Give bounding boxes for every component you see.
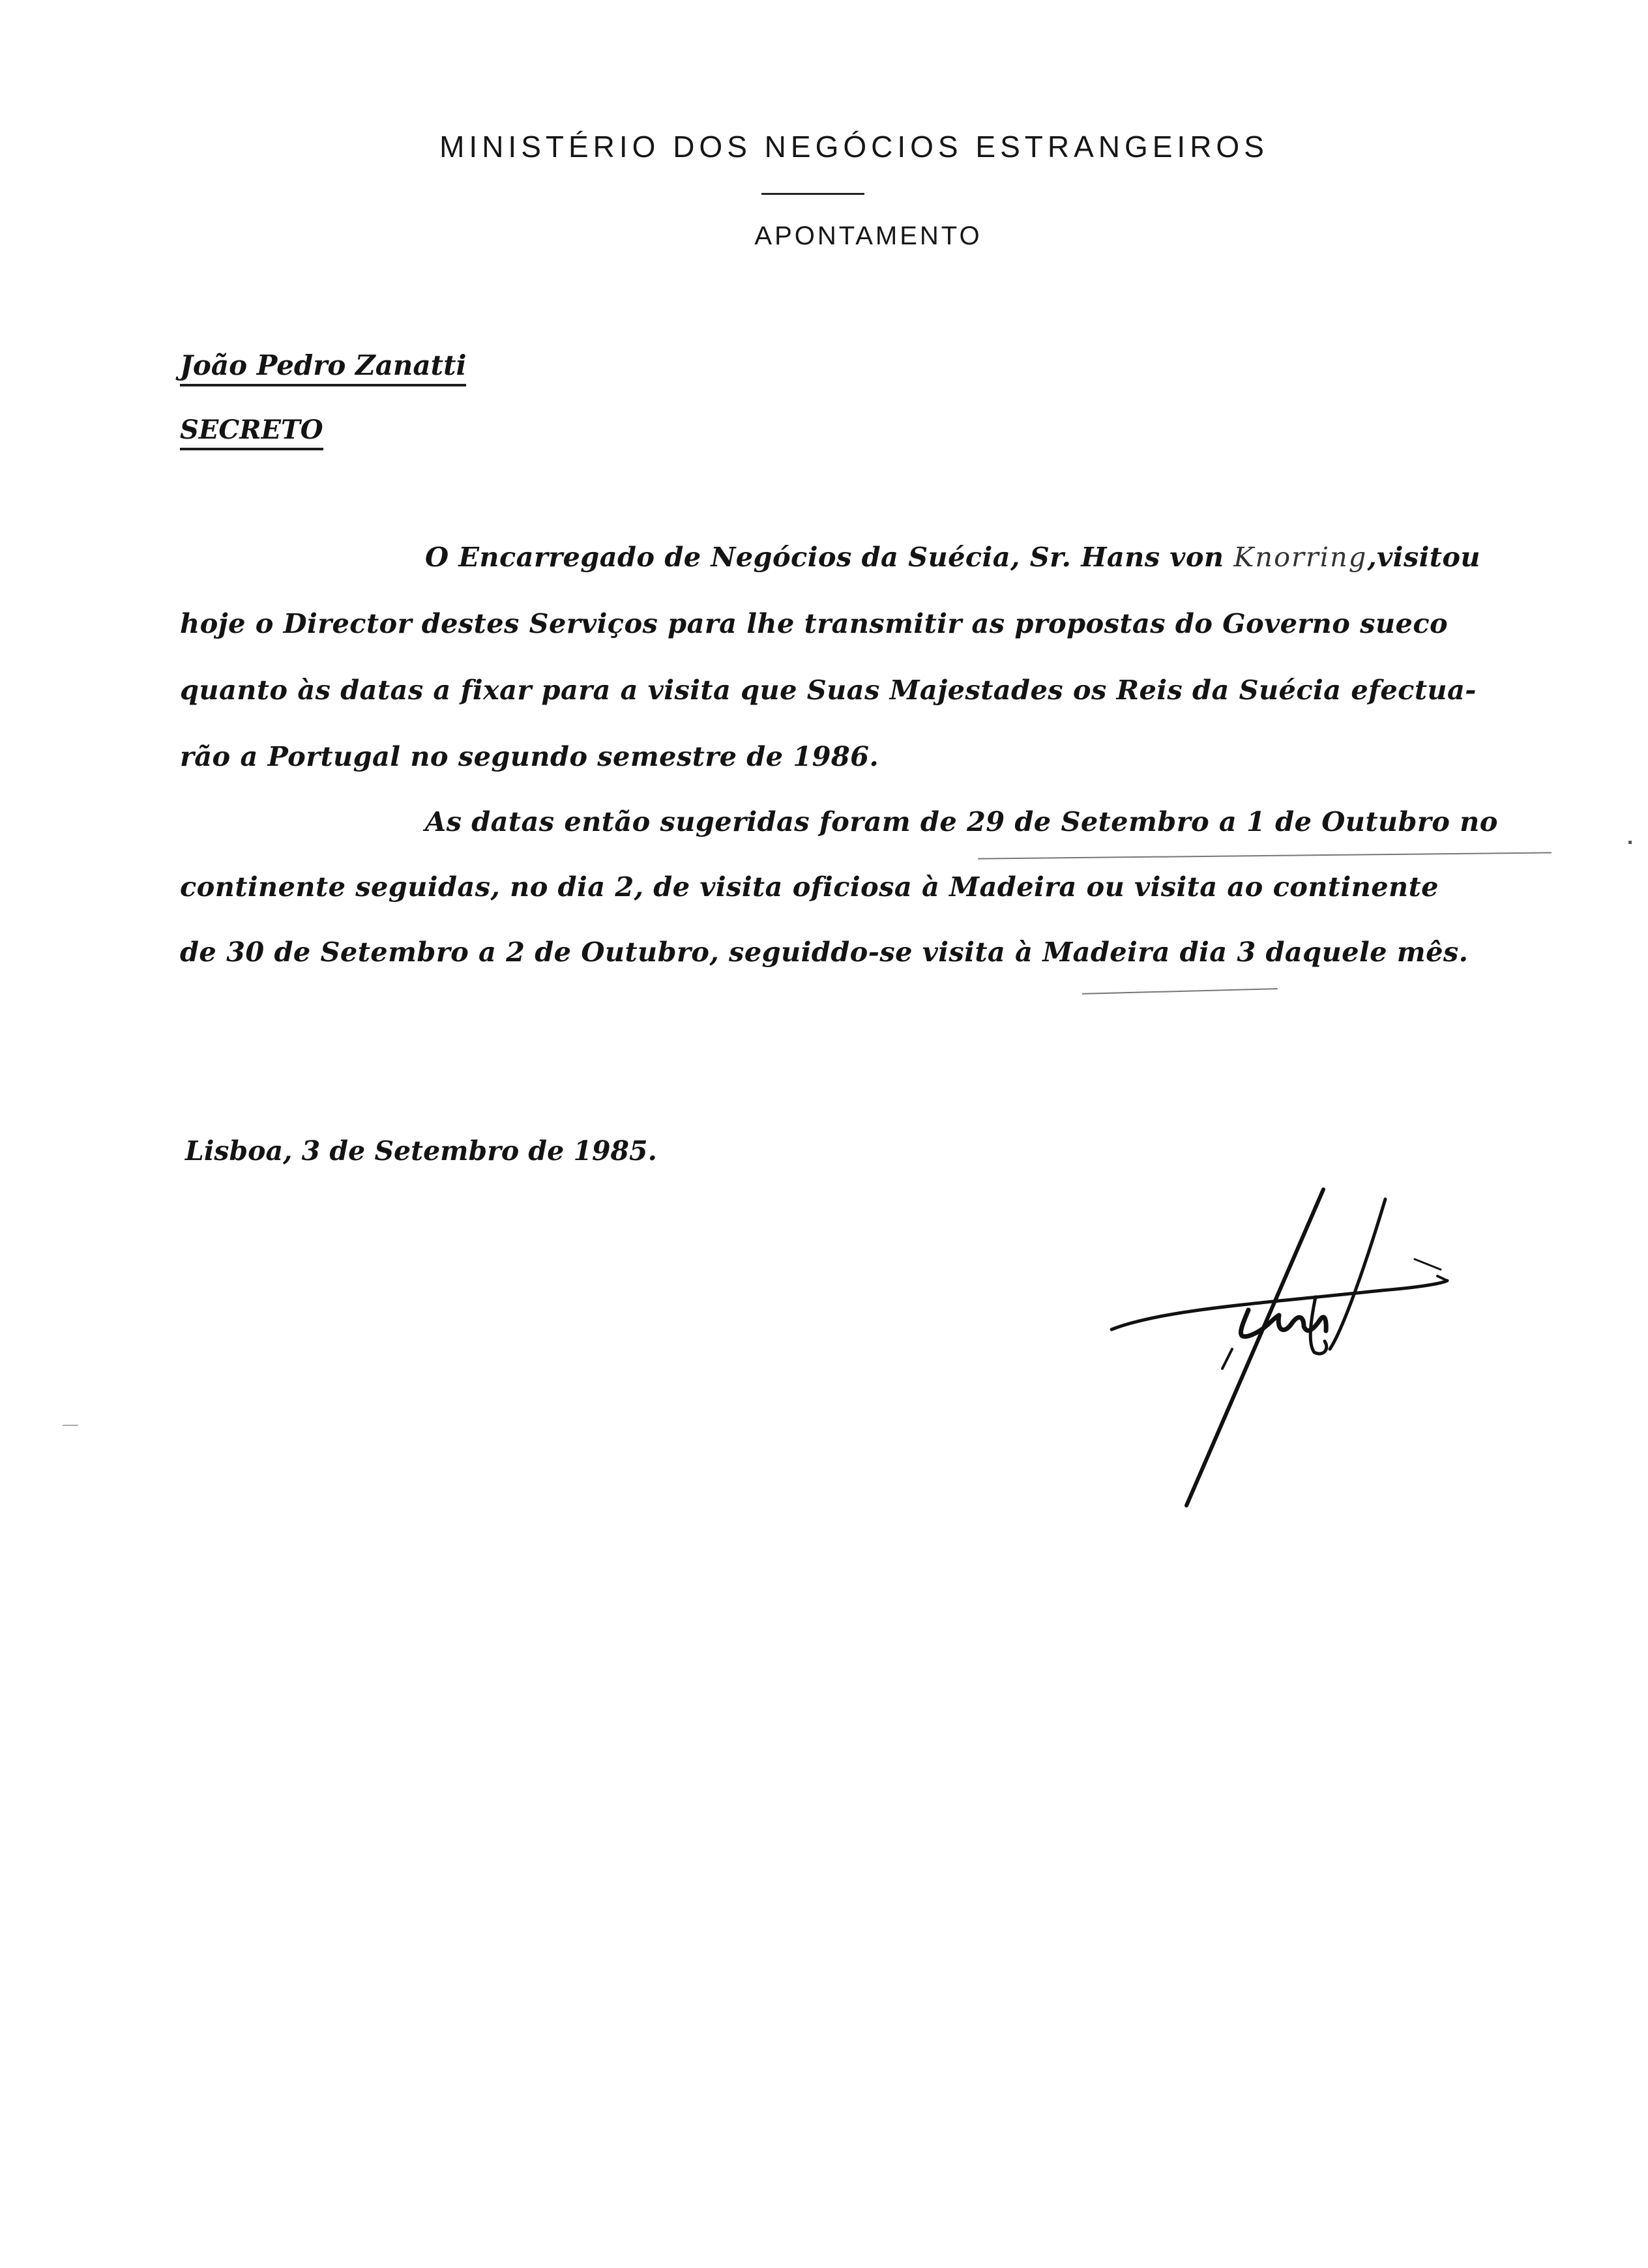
ministry-header: MINISTÉRIO DOS NEGÓCIOS ESTRANGEIROS [439,130,1269,164]
handwritten-surname: Knorring [1233,541,1368,573]
body-text: O Encarregado de Negócios da Suécia, Sr. Hans von [425,541,1224,573]
scan-speck [1628,841,1632,844]
pencil-underline [1082,988,1278,995]
body-paragraph-2-line-1: As datas então sugeridas foram de 29 de Setembro a 1 de Outubro no [425,806,1498,837]
scan-speck [63,1425,78,1426]
body-paragraph-2-line-3: de 30 de Setembro a 2 de Outubro, seguiddo-se visita à Madeira dia 3 daquele mês. [180,936,1469,968]
header-divider [761,193,864,195]
body-paragraph-1-line-2: hoje o Director destes Serviços para lhe transmitir as propostas do Governo sueco [180,607,1449,639]
body-paragraph-1-line-1 [425,541,1480,573]
handwritten-signature-icon [1108,1186,1473,1525]
body-text: ,visitou [1367,541,1480,573]
body-paragraph-2-line-2: continente seguidas, no dia 2, de visita oficiosa à Madeira ou visita ao continente [180,871,1439,903]
place-and-date: Lisboa, 3 de Setembro de 1985. [185,1135,657,1167]
author-name: João Pedro Zanatti [180,349,466,386]
document-type: APONTAMENTO [754,222,982,250]
body-paragraph-1-line-3: quanto às datas a fixar para a visita que Suas Majestades os Reis da Suécia efectua- [180,674,1477,706]
classification-label: SECRETO [180,414,323,450]
pencil-underline [978,852,1552,859]
body-paragraph-1-line-4: rão a Portugal no segundo semestre de 1986. [180,740,879,772]
